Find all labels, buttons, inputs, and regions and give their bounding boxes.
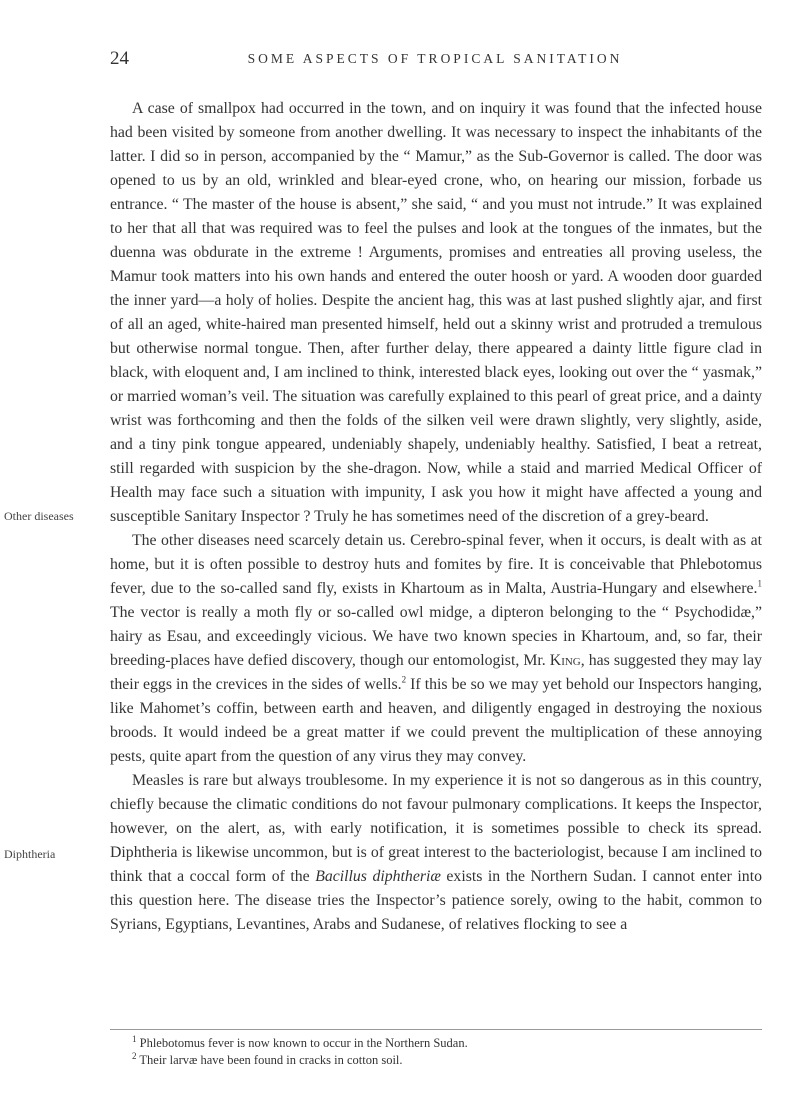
paragraph-other-diseases — [110, 529, 762, 769]
footnotes — [110, 1035, 762, 1069]
margin-note-diphtheria: Diphtheria — [4, 847, 56, 861]
species-name: Bacillus diphtheriæ — [315, 868, 441, 885]
footnote-text: Their larvæ have been found in cracks in cotton soil. — [136, 1053, 403, 1067]
text-run: exists in the Northern Sudan. I cannot enter into this question here. The disease tries the Inspector’s patience sorely, owing to the habit, common to Syrians, Egyptians, Levantines, Arabs and Sudanese, of relatives flocking to see a — [110, 868, 762, 933]
text-run: The other diseases need scarcely detain us. Cerebro-spinal fever, when it occurs, is dealt with as at home, but it is often possible to destroy huts and fomites by fire. It is conceivable that Phlebotomus fever, due to the so-called sand fly, exists in Khartoum as in Malta, Austria-Hungary and elsewhere. — [110, 532, 762, 597]
text-run: The vector is really a moth fly or so-called owl midge, a dipteron belonging to the “ Psychodidæ,” hairy as Esau, and exceedingly vicious. We have two known species in Khartoum, and, so far, their breeding-places have defied discovery, though our entomologist, Mr. — [110, 604, 762, 669]
footnote-text: Phlebotomus fever is now known to occur in the Northern Sudan. — [136, 1036, 468, 1050]
running-head — [110, 48, 760, 74]
body-text — [110, 97, 762, 937]
margin-note-other-diseases: Other diseases — [4, 509, 74, 523]
footnote-mark: 1 — [132, 1033, 137, 1044]
page-number: 24 — [110, 48, 129, 69]
text-run: If this be so we may yet behold our Inspectors hanging, like Mahomet’s coffin, between earth and heaven, and diligently engaged in destroying the noxious broods. It would indeed be a great matter if we could prevent the multiplication of these annoying pests, quite apart from the question of any virus they may convey. — [110, 676, 762, 765]
footnote-ref-1: 1 — [757, 578, 762, 589]
footnote-1 — [110, 1035, 762, 1052]
footnote-mark: 2 — [132, 1050, 137, 1061]
footnote-ref-2: 2 — [401, 674, 407, 685]
person-name-king: King — [549, 652, 581, 669]
paragraph-smallpox: A case of smallpox had occurred in the town, and on inquiry it was found that the infected house had been visited by someone from another dwelling. It was necessary to inspect the inhabitants of the latter. I did so in person, accompanied by the “ Mamur,” as the Sub-Governor is called. The door was opened to us by an old, wrinkled and blear-eyed crone, who, on hearing our mission, forbade us entrance. “ The master of the house is absent,” she said, “ and you must not intrude.” It was explained to her that all that was required was to feel the pulses and look at the tongues of the inmates, but the duenna was obdurate in the extreme ! Arguments, promises and entreaties all proving useless, the Mamur took matters into his own hands and entered the outer hoosh or yard. A wooden door guarded the inner yard—a holy of holies. Despite the ancient hag, this was at last pushed slightly ajar, and first of all an aged, white-haired man presented himself, held out a skinny wrist and protruded a tremulous but otherwise normal tongue. Then, after further delay, there appeared a dainty little figure clad in black, with eloquent and, I am inclined to think, interested black eyes, looking out over the “ yasmak,” or married woman’s veil. The situation was carefully explained to this pearl of great price, and a dainty wrist was forthcoming and then the folds of the silken veil were drawn slightly, very slightly, aside, and a tiny pink tongue appeared, undeniably shapely, undeniably healthy. Satisfied, I beat a retreat, still regarded with suspicion by the she-dragon. Now, while a staid and married Medical Officer of Health may face such a situation with impunity, I ask you how it might have affected a young and susceptible Sanitary Inspector ? Truly he has sometimes need of the discretion of a grey-beard. — [110, 100, 762, 525]
text-run: , has suggested they may lay their eggs in the crevices in the sides of wells. — [110, 652, 762, 693]
paragraph-measles-diphtheria — [110, 769, 762, 937]
footnote-rule — [110, 1029, 762, 1030]
text-run: Measles is rare but always troublesome. In my experience it is not so dangerous as in this country, chiefly because the climatic conditions do not favour pulmonary complications. It keeps the Inspector, however, on the alert, as, with early notification, it is sometimes possible to check its spread. Diphtheria is likewise uncommon, but is of great interest to the bacteriologist, because I am inclined to think that a coccal form of the — [110, 772, 762, 885]
running-title: SOME ASPECTS OF TROPICAL SANITATION — [247, 51, 623, 66]
footnote-2 — [110, 1052, 762, 1069]
